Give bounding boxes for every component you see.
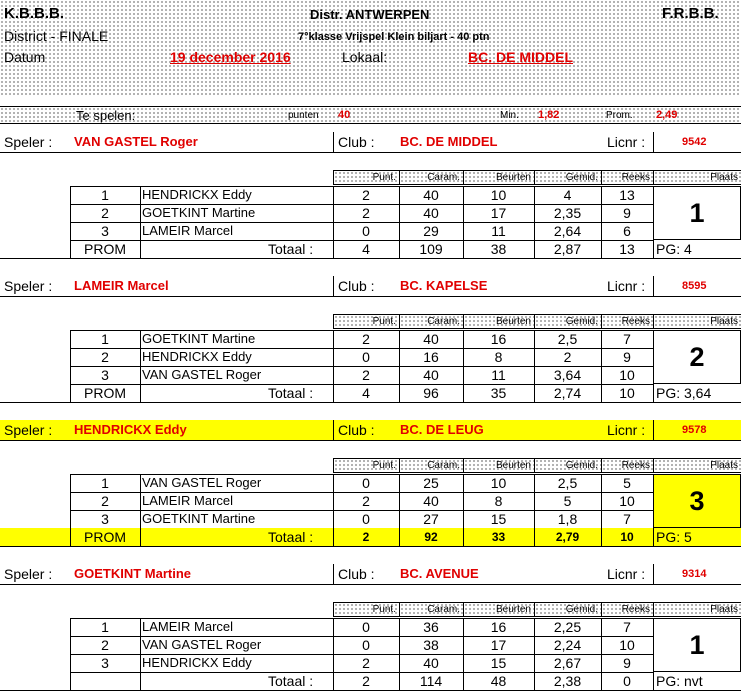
column-header-beurten: Beurten [463, 170, 535, 185]
match-gemid: 2 [563, 349, 572, 365]
col-line [333, 330, 334, 402]
column-header-caram: Caram. [399, 602, 464, 617]
plaats-value: 3 [689, 486, 705, 516]
column-header-plaats: Plaats [653, 314, 741, 329]
plaats-value: 1 [689, 198, 705, 228]
match-nr: 1 [101, 619, 109, 635]
match-opponent: GOETKINT Martine [142, 511, 256, 526]
min-value: 1,82 [538, 109, 560, 121]
match-caram: 25 [423, 475, 439, 491]
col-line [463, 474, 464, 546]
player-block [0, 276, 741, 404]
totals-underline [0, 546, 741, 547]
table-top-line [70, 330, 741, 331]
match-caram: 40 [423, 367, 439, 383]
total-reeks: 10 [619, 385, 635, 401]
plaats-box [653, 618, 741, 672]
col-line [653, 618, 654, 690]
col-line [70, 618, 71, 690]
match-caram: 38 [423, 637, 439, 653]
player-header-row [0, 420, 741, 440]
match-caram: 40 [423, 655, 439, 671]
header-underline [0, 152, 741, 153]
col-line [601, 330, 602, 402]
player-name: VAN GASTEL Roger [74, 134, 198, 149]
licnr-value: 9578 [682, 424, 707, 436]
total-beurten: 35 [490, 385, 507, 401]
match-nr: 1 [101, 331, 109, 347]
prom-value: 2,49 [656, 109, 678, 121]
club-name: BC. DE MIDDEL [400, 134, 498, 149]
column-header-plaats: Plaats [653, 458, 741, 473]
min-label: Min. [500, 110, 519, 121]
header-divider [653, 132, 654, 152]
match-caram: 40 [423, 493, 439, 509]
venue-label: Lokaal: [342, 49, 388, 65]
match-beurten: 11 [491, 223, 506, 239]
match-beurten: 17 [490, 637, 507, 653]
plaats-value: 1 [689, 630, 705, 660]
match-reeks: 9 [623, 349, 631, 365]
match-reeks: 10 [619, 493, 635, 509]
match-opponent: GOETKINT Martine [142, 331, 256, 346]
col-line [601, 474, 602, 546]
match-gemid: 2,5 [557, 475, 578, 491]
totaal-label: Totaal : [268, 241, 314, 257]
match-reeks: 13 [619, 187, 635, 203]
col-line [534, 330, 535, 402]
match-opponent: VAN GASTEL Roger [142, 637, 262, 652]
match-nr: 3 [101, 655, 109, 671]
licnr-label: Licnr : [607, 278, 646, 294]
match-punt: 2 [362, 187, 370, 203]
match-nr: 2 [101, 493, 109, 509]
prom-label: PROM [84, 241, 126, 257]
col-line [333, 186, 334, 258]
totals-row-bg [0, 528, 70, 546]
col-line [399, 186, 400, 258]
match-opponent: GOETKINT Martine [142, 205, 256, 220]
match-opponent: HENDRICKX Eddy [142, 187, 252, 202]
match-beurten: 10 [490, 475, 507, 491]
col-line [140, 618, 141, 690]
licnr-value: 9314 [682, 568, 707, 580]
left-org: K.B.B.B. [4, 5, 64, 22]
match-punt: 0 [362, 475, 370, 491]
col-line [463, 186, 464, 258]
pg-value: PG: nvt [656, 673, 703, 689]
header-underline [0, 584, 741, 585]
match-gemid: 4 [563, 187, 572, 203]
match-reeks: 5 [623, 475, 631, 491]
plaats-box [653, 186, 741, 240]
match-opponent: VAN GASTEL Roger [142, 367, 262, 382]
col-line [399, 474, 400, 546]
total-gemid: 2,79 [555, 530, 580, 544]
col-line [399, 330, 400, 402]
pg-value: PG: 4 [656, 241, 692, 257]
column-header-beurten: Beurten [463, 314, 535, 329]
column-header-caram: Caram. [399, 170, 464, 185]
prom-label: PROM [84, 385, 126, 401]
match-beurten: 15 [490, 655, 507, 671]
match-caram: 40 [423, 187, 439, 203]
licnr-label: Licnr : [607, 134, 646, 150]
match-gemid: 2,24 [553, 637, 582, 653]
punten-value: 40 [338, 109, 351, 121]
total-caram: 92 [424, 530, 438, 544]
match-gemid: 2,5 [557, 331, 578, 347]
match-punt: 0 [362, 637, 370, 653]
match-beurten: 10 [490, 187, 507, 203]
total-gemid: 2,74 [553, 385, 582, 401]
total-punt: 2 [362, 673, 370, 689]
licnr-value: 8595 [682, 280, 707, 292]
match-beurten: 8 [494, 349, 503, 365]
col-line [140, 330, 141, 402]
match-nr: 2 [101, 205, 109, 221]
col-line [601, 186, 602, 258]
match-beurten: 16 [490, 619, 507, 635]
speler-label: Speler : [4, 422, 53, 438]
match-nr: 2 [101, 349, 109, 365]
col-line [653, 186, 654, 258]
col-line [140, 186, 141, 258]
col-line [463, 618, 464, 690]
totaal-label: Totaal : [268, 673, 314, 689]
column-header-beurten: Beurten [463, 458, 535, 473]
col-line [70, 474, 71, 546]
player-name: LAMEIR Marcel [74, 278, 169, 293]
col-line [70, 330, 71, 402]
match-beurten: 17 [490, 205, 507, 221]
player-header-row [0, 564, 741, 584]
column-header-reeks: Reeks [601, 170, 654, 185]
header-divider [333, 564, 334, 584]
header-divider [653, 564, 654, 584]
column-header-punt: Punt. [333, 170, 400, 185]
club-name: BC. KAPELSE [400, 278, 488, 293]
club-label: Club : [338, 422, 375, 438]
player-name: HENDRICKX Eddy [74, 422, 187, 437]
match-nr: 1 [101, 187, 109, 203]
club-label: Club : [338, 134, 375, 150]
totaal-label: Totaal : [268, 529, 314, 545]
column-header-punt: Punt. [333, 458, 400, 473]
column-header-reeks: Reeks [601, 458, 654, 473]
table-top-line [70, 474, 741, 475]
match-punt: 0 [362, 223, 370, 239]
match-punt: 2 [362, 205, 370, 221]
player-name: GOETKINT Martine [74, 566, 192, 581]
total-reeks: 10 [620, 530, 634, 544]
col-line [399, 618, 400, 690]
column-header-gemid: Gemid. [534, 170, 602, 185]
licnr-value: 9542 [682, 136, 707, 148]
speler-label: Speler : [4, 566, 53, 582]
total-caram: 109 [419, 241, 443, 257]
match-caram: 40 [423, 205, 439, 221]
center-title: Distr. ANTWERPEN [310, 7, 430, 22]
column-header-caram: Caram. [399, 458, 464, 473]
club-name: BC. DE LEUG [400, 422, 484, 437]
match-beurten: 11 [491, 367, 506, 383]
match-punt: 0 [362, 511, 370, 527]
total-punt: 2 [362, 530, 370, 544]
match-punt: 0 [362, 619, 370, 635]
match-reeks: 7 [623, 331, 631, 347]
match-caram: 36 [423, 619, 439, 635]
match-reeks: 10 [619, 367, 635, 383]
column-header-beurten: Beurten [463, 602, 535, 617]
match-gemid: 3,64 [553, 367, 582, 383]
column-header-plaats: Plaats [653, 602, 741, 617]
column-header-gemid: Gemid. [534, 314, 602, 329]
player-header-row [0, 132, 741, 152]
match-punt: 0 [362, 349, 370, 365]
right-org: F.R.B.B. [662, 5, 719, 22]
column-header-caram: Caram. [399, 314, 464, 329]
total-beurten: 48 [490, 673, 507, 689]
match-beurten: 15 [490, 511, 507, 527]
prom-label: PROM [84, 529, 126, 545]
total-beurten: 38 [490, 241, 507, 257]
match-nr: 2 [101, 637, 109, 653]
match-nr: 3 [101, 511, 109, 527]
plaats-value: 2 [689, 342, 705, 372]
header-underline [0, 296, 741, 297]
totaal-label: Totaal : [268, 385, 314, 401]
total-gemid: 2,87 [553, 241, 582, 257]
match-beurten: 8 [494, 493, 503, 509]
pg-value: PG: 3,64 [656, 385, 712, 401]
match-caram: 40 [423, 331, 439, 347]
column-header-punt: Punt. [333, 602, 400, 617]
player-header-row [0, 276, 741, 296]
match-reeks: 7 [623, 511, 631, 527]
plaats-box [653, 474, 741, 528]
player-block [0, 564, 741, 692]
match-opponent: LAMEIR Marcel [142, 619, 234, 634]
col-line [653, 474, 654, 546]
total-beurten: 33 [491, 530, 506, 544]
match-gemid: 5 [563, 493, 572, 509]
club-label: Club : [338, 278, 375, 294]
class-label: 7°klasse Vrijspel Klein biljart - 40 ptn [298, 31, 490, 43]
header-divider [653, 420, 654, 440]
match-gemid: 2,25 [553, 619, 582, 635]
venue-value: BC. DE MIDDEL [468, 49, 573, 65]
table-top-line [70, 186, 741, 187]
match-punt: 2 [362, 367, 370, 383]
match-gemid: 2,67 [553, 655, 582, 671]
speler-label: Speler : [4, 134, 53, 150]
date-label: Datum [4, 49, 46, 65]
match-reeks: 9 [623, 655, 631, 671]
info-bar [0, 106, 741, 124]
match-reeks: 6 [623, 223, 631, 239]
col-line [601, 618, 602, 690]
header-divider [333, 132, 334, 152]
total-gemid: 2,38 [553, 673, 582, 689]
match-opponent: LAMEIR Marcel [142, 223, 234, 238]
col-line [534, 186, 535, 258]
date-value: 19 december 2016 [170, 49, 291, 65]
totals-underline [0, 402, 741, 403]
club-label: Club : [338, 566, 375, 582]
column-header-plaats: Plaats [653, 170, 741, 185]
match-reeks: 9 [623, 205, 631, 221]
match-punt: 2 [362, 493, 370, 509]
prom-label: Prom. [606, 110, 633, 121]
match-opponent: HENDRICKX Eddy [142, 349, 252, 364]
col-line [534, 618, 535, 690]
plaats-box [653, 330, 741, 384]
column-header-reeks: Reeks [601, 314, 654, 329]
col-line [653, 330, 654, 402]
total-reeks: 0 [623, 673, 631, 689]
match-opponent: VAN GASTEL Roger [142, 475, 262, 490]
match-gemid: 2,35 [553, 205, 582, 221]
licnr-label: Licnr : [607, 422, 646, 438]
player-block [0, 420, 741, 548]
match-punt: 2 [362, 655, 370, 671]
licnr-label: Licnr : [607, 566, 646, 582]
district-label: District - FINALE [4, 28, 109, 44]
header-divider [333, 276, 334, 296]
match-opponent: HENDRICKX Eddy [142, 655, 252, 670]
match-reeks: 10 [619, 637, 635, 653]
match-punt: 2 [362, 331, 370, 347]
te-spelen-label: Te spelen: [76, 108, 136, 123]
match-nr: 3 [101, 223, 109, 239]
column-header-gemid: Gemid. [534, 458, 602, 473]
total-caram: 114 [419, 673, 443, 689]
total-reeks: 13 [619, 241, 635, 257]
total-caram: 96 [423, 385, 439, 401]
header-divider [333, 420, 334, 440]
match-beurten: 16 [490, 331, 507, 347]
match-caram: 27 [423, 511, 439, 527]
match-opponent: LAMEIR Marcel [142, 493, 234, 508]
match-caram: 29 [423, 223, 439, 239]
totals-underline [0, 258, 741, 259]
column-header-punt: Punt. [333, 314, 400, 329]
header [0, 0, 741, 95]
col-line [463, 330, 464, 402]
total-punt: 4 [362, 241, 370, 257]
match-caram: 16 [423, 349, 439, 365]
col-line [534, 474, 535, 546]
club-name: BC. AVENUE [400, 566, 479, 581]
match-nr: 1 [101, 475, 109, 491]
match-gemid: 1,8 [557, 511, 578, 527]
match-nr: 3 [101, 367, 109, 383]
col-line [333, 474, 334, 546]
column-header-reeks: Reeks [601, 602, 654, 617]
table-top-line [70, 618, 741, 619]
col-line [70, 186, 71, 258]
match-gemid: 2,64 [553, 223, 582, 239]
header-underline [0, 440, 741, 441]
player-block [0, 132, 741, 260]
column-header-gemid: Gemid. [534, 602, 602, 617]
speler-label: Speler : [4, 278, 53, 294]
match-reeks: 7 [623, 619, 631, 635]
col-line [333, 618, 334, 690]
col-line [140, 474, 141, 546]
header-divider [653, 276, 654, 296]
punten-label: punten [288, 110, 319, 121]
total-punt: 4 [362, 385, 370, 401]
pg-value: PG: 5 [653, 528, 741, 546]
